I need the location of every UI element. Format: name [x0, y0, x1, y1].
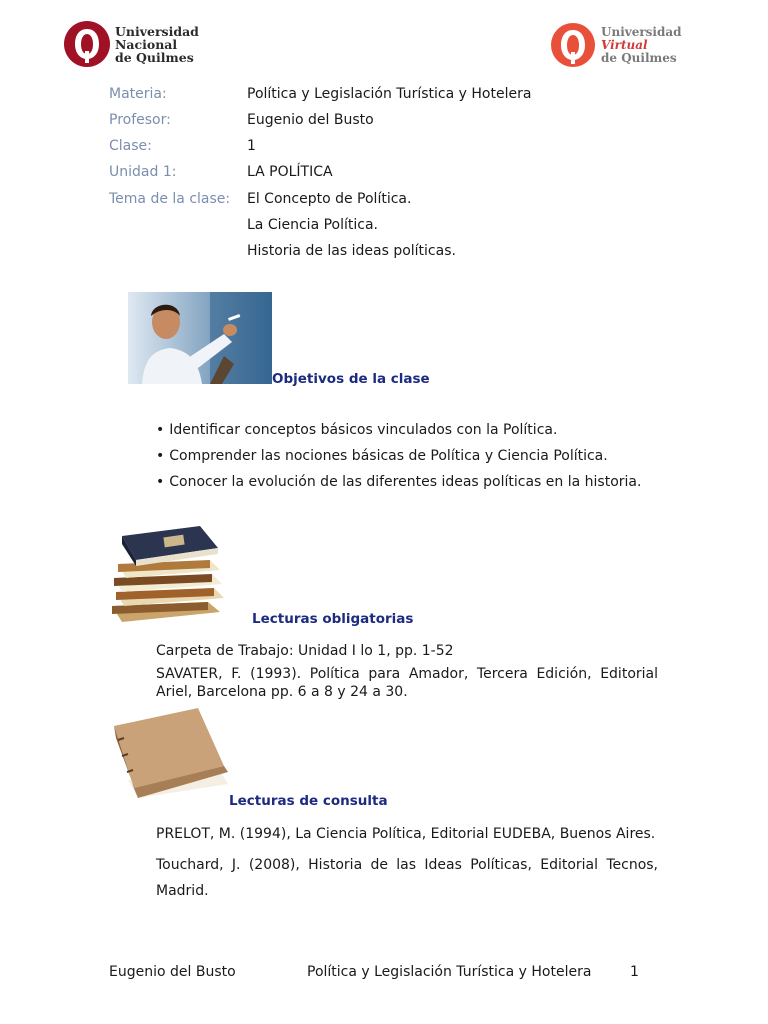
objectives-title: Objetivos de la clase [272, 371, 430, 387]
logo-line: Universidad [601, 24, 682, 39]
objective-item: • Conocer la evolución de las diferentes ideas políticas en la historia. [156, 474, 676, 490]
logo-line: de Quilmes [115, 49, 194, 65]
objective-item: • Comprender las nociones básicas de Política y Ciencia Política. [156, 448, 676, 464]
book-icon [108, 706, 232, 804]
footer-page-number: 1 [630, 964, 639, 980]
info-label: Materia: [109, 86, 167, 102]
info-value: LA POLÍTICA [247, 164, 333, 180]
info-row-profesor [109, 112, 669, 136]
logo-uvq [550, 22, 682, 68]
info-row-materia [109, 86, 669, 110]
info-value: 1 [247, 138, 256, 154]
logo-line: Universidad [115, 23, 199, 39]
logo-unq [64, 21, 199, 67]
info-row-tema-2 [109, 217, 669, 241]
info-value: Eugenio del Busto [247, 112, 374, 128]
mandatory-reading-item: Carpeta de Trabajo: Unidad I lo 1, pp. 1-52 [156, 643, 454, 659]
objective-item: • Identificar conceptos básicos vinculados con la Política. [156, 422, 676, 438]
info-row-unidad [109, 164, 669, 188]
logo-line: Virtual [601, 37, 648, 52]
info-row-tema-3 [109, 243, 669, 267]
info-value: Política y Legislación Turística y Hotelera [247, 86, 532, 102]
uvq-logo-text [601, 26, 682, 65]
footer-author: Eugenio del Busto [109, 964, 236, 980]
book-stack-icon [110, 526, 232, 626]
info-label: Unidad 1: [109, 164, 177, 180]
mandatory-readings-title: Lecturas obligatorias [252, 611, 414, 627]
logo-line: de Quilmes [601, 50, 677, 65]
info-row-clase [109, 138, 669, 162]
info-value: Historia de las ideas políticas. [247, 243, 456, 259]
teacher-photo [128, 292, 272, 384]
info-label: Clase: [109, 138, 152, 154]
unq-logo-text [115, 25, 199, 64]
mandatory-reading-item: SAVATER, F. (1993). Política para Amador, Tercera Edición, Editorial Ariel, Barcelona pp. 6 a 8 y 24 a 30. [156, 666, 658, 700]
reference-readings-title: Lecturas de consulta [229, 793, 388, 809]
reference-reading-item: PRELOT, M. (1994), La Ciencia Política, Editorial EUDEBA, Buenos Aires. [156, 826, 656, 842]
footer-course: Política y Legislación Turística y Hotelera [307, 964, 592, 980]
unq-logo-mark-icon [64, 21, 110, 67]
uvq-logo-mark-icon [550, 22, 596, 68]
info-value: La Ciencia Política. [247, 217, 378, 233]
info-row-tema [109, 191, 669, 215]
info-label: Profesor: [109, 112, 171, 128]
info-value: El Concepto de Política. [247, 191, 412, 207]
info-label: Tema de la clase: [109, 191, 231, 207]
reference-reading-item: Touchard, J. (2008), Historia de las Ideas Políticas, Editorial Tecnos, Madrid. [156, 857, 658, 899]
logo-line: Nacional [115, 36, 178, 52]
